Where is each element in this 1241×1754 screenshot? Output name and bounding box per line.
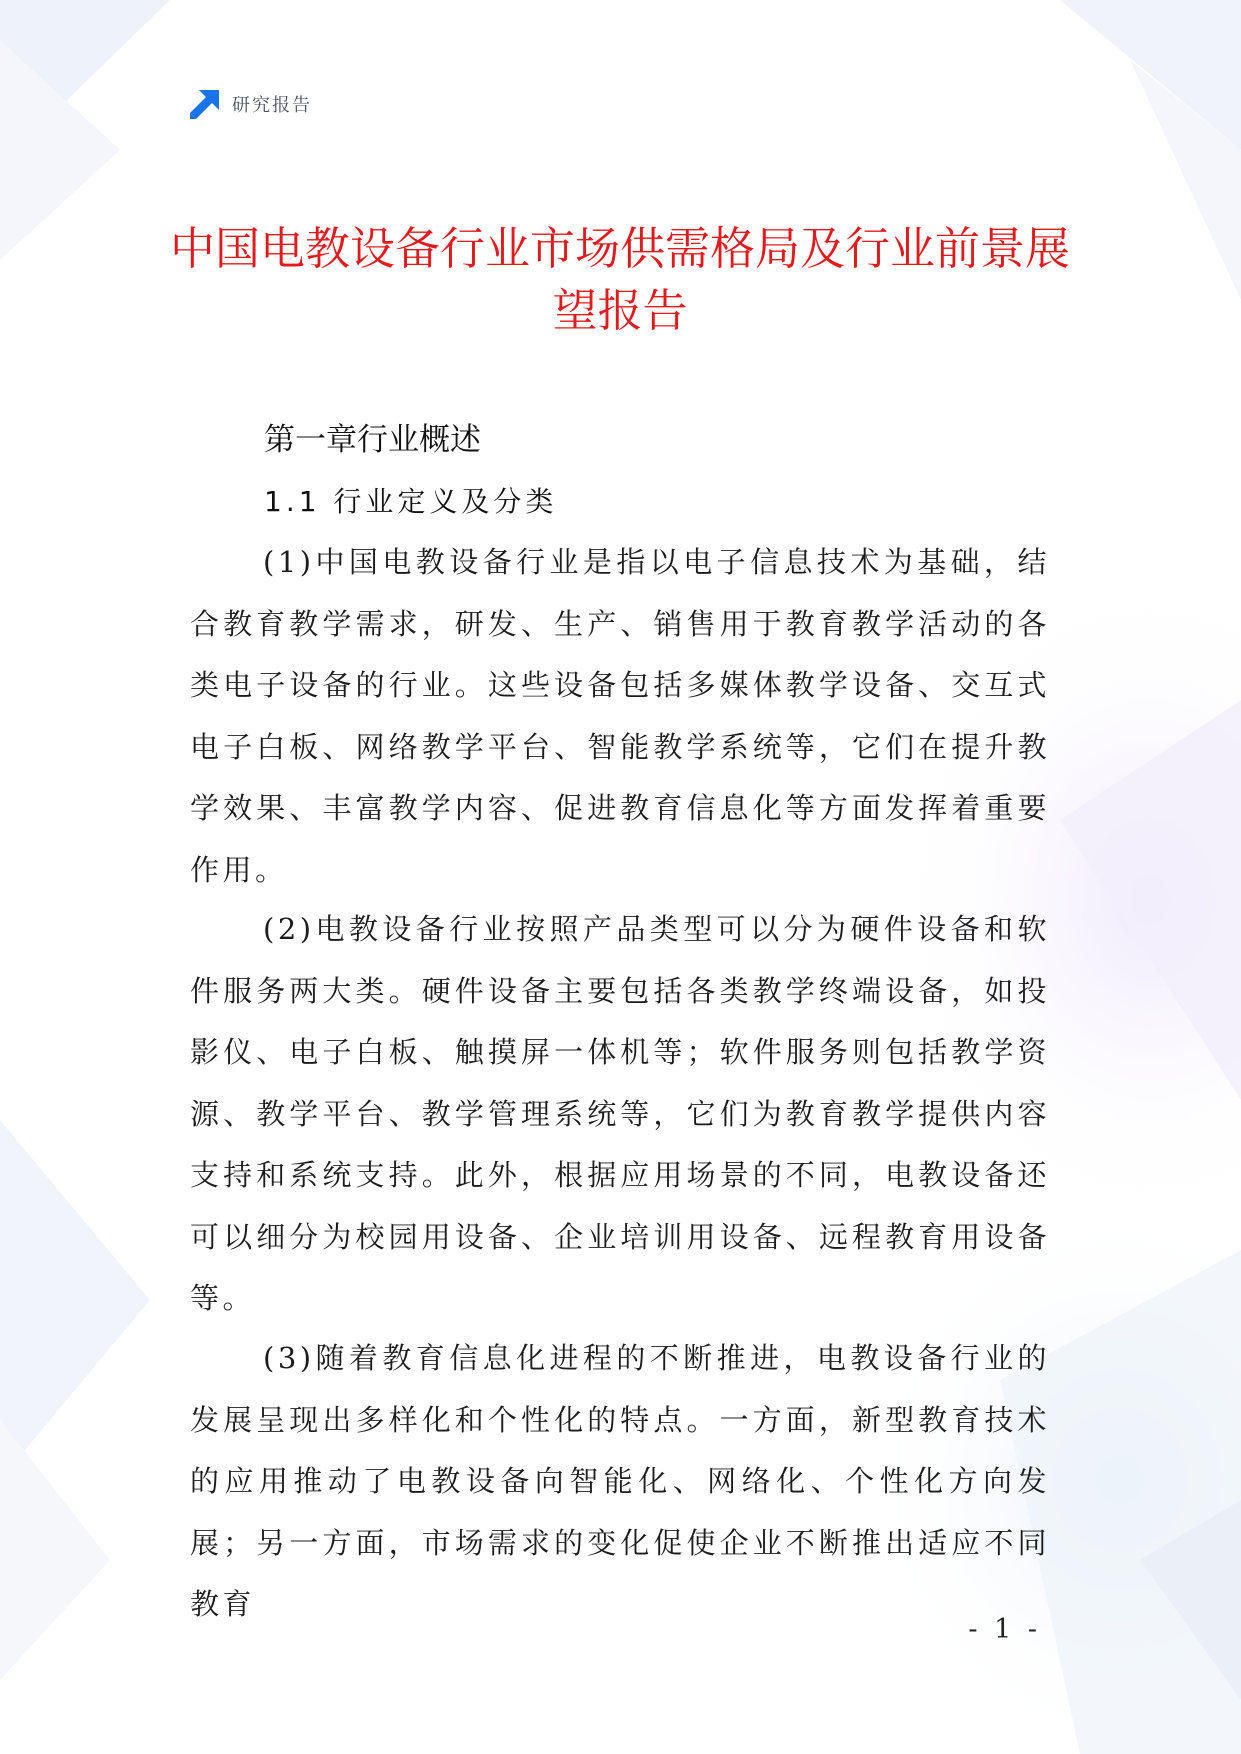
report-title: 中国电教设备行业市场供需格局及行业前景展望报告 [169,222,1070,337]
body-paragraph-3: (3)随着教育信息化进程的不断推进，电教设备行业的发展呈现出多样化和个性化的特点。一方面，新型教育技术的应用推动了电教设备向智能化、网络化、个性化方向发展；另一方面，市场需求的变化促使企业不断推出适应不同教育 [190,1341,1050,1621]
section-heading: 1.1 行业定义及分类 [264,485,558,518]
header-label: 研究报告 [232,95,312,116]
chapter-heading: 第一章行业概述 [264,422,481,458]
page-number: - 1 - [968,1614,1041,1645]
body-paragraph-1: (1)中国电教设备行业是指以电子信息技术为基础，结合教育教学需求，研发、生产、销售用于教育教学活动的各类电子设备的行业。这些设备包括多媒体教学设备、交互式电子白板、网络教学平台、智能教学系统等，它们在提升教学效果、丰富教学内容、促进教育信息化等方面发挥着重要作用。 [190,545,1050,887]
arrow-up-right-icon [188,87,222,121]
body-paragraph-2: (2)电教设备行业按照产品类型可以分为硬件设备和软件服务两大类。硬件设备主要包括各类教学终端设备，如投影仪、电子白板、触摸屏一体机等；软件服务则包括教学资源、教学平台、教学管理系统等，它们为教育教学提供内容支持和系统支持。此外，根据应用场景的不同，电教设备还可以细分为校园用设备、企业培训用设备、远程教育用设备等。 [190,912,1050,1315]
report-header [188,86,312,122]
